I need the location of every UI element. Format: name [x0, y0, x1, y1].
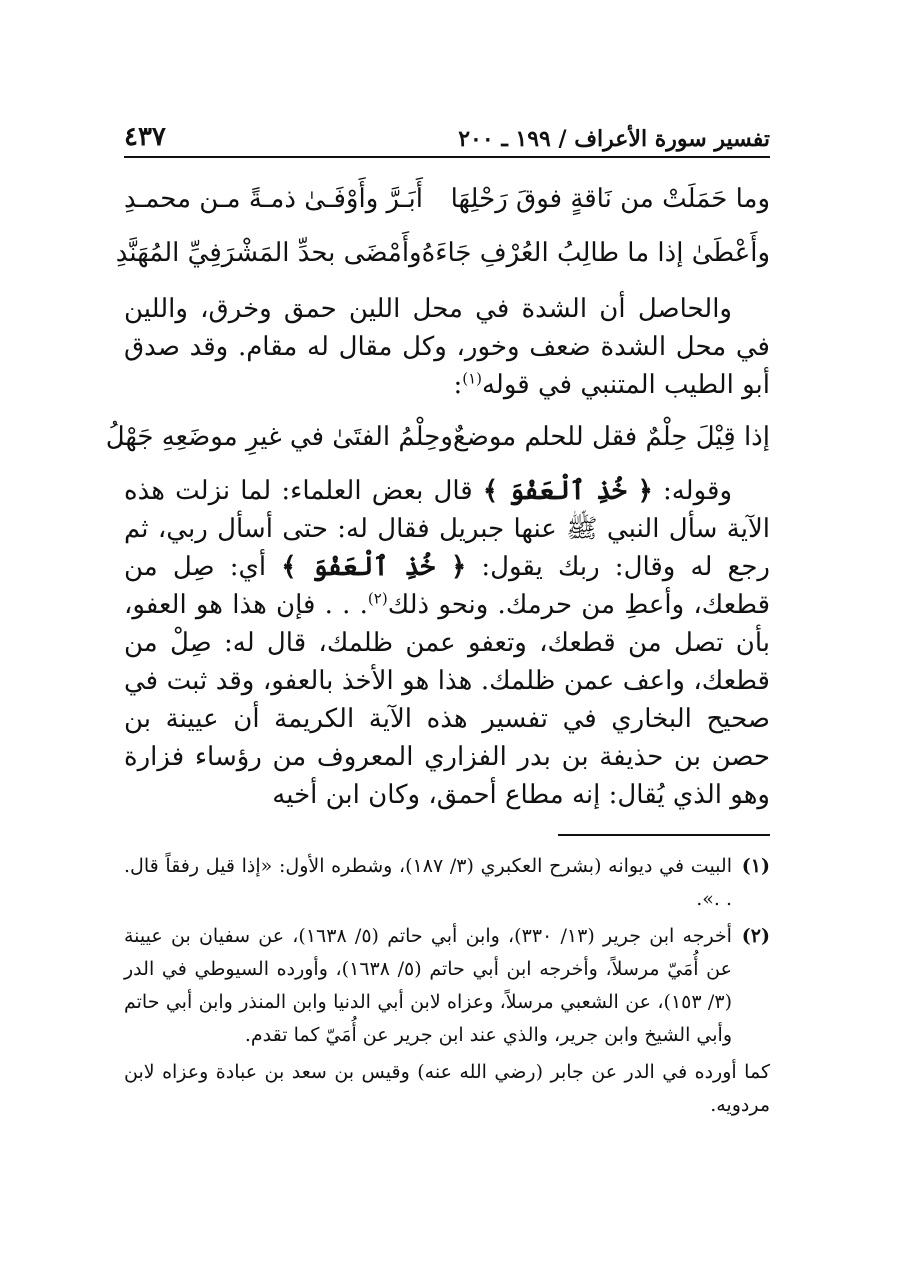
paragraph-text: وقوله: [652, 476, 732, 506]
verse-second-hemistich: وأَمْضَى بحدِّ المَشْرَفِيِّ المُهَنَّدِ [115, 238, 422, 268]
running-header [124, 108, 770, 158]
page-number: ٤٣٧ [124, 122, 166, 152]
running-title: تفسير سورة الأعراف / ١٩٩ ـ ٢٠٠ [458, 126, 770, 152]
verse-line [105, 410, 770, 464]
body-paragraph [124, 290, 770, 404]
paragraph-tail: : [453, 370, 463, 400]
footnote-continuation: كما أورده في الدر عن جابر (رضي الله عنه) وقيس بن سعد بن عبادة وعزاه لابن مردويه. [124, 1061, 770, 1116]
paragraph-text: والحاصل أن الشدة في محل اللين حمق وخرق، واللين في محل الشدة ضعف وخور، وكل مقال له مقام. وقد صدق أبو الطيب المتنبي في قوله [124, 294, 770, 400]
verse-line [115, 226, 770, 280]
footnote-reference[interactable]: (١) [462, 369, 482, 388]
footnote-item [124, 920, 770, 1052]
footnote-text: أخرجه ابن جرير (١٣/ ٣٣٠)، وابن أبي حاتم (٥/ ١٦٣٨)، عن سفيان بن عيينة عن أُمَيّ مرسلاً، وأخرجه ابن أبي حاتم (٥/ ١٦٣٨)، وأورده السيوطي في الدر (٣/ ١٥٣)، عن الشعبي مرسلاً، وعزاه لابن أبي الدنيا وابن المنذر وابن أبي حاتم وأبي الشيخ وابن جرير، والذي عند ابن جرير عن أُمَيّ كما تقدم. [124, 925, 732, 1046]
paragraph-text: قال بعض العلماء: لما نزلت هذه الآية سأل النبي ﷺ عنها جبريل فقال له: حتى أسأل ربي، ثم رجع له وقال: ربك يقول: [124, 476, 770, 582]
verse-second-hemistich: وحِلْمُ الفتَىٰ في غيرِ موضَعِهِ جَهْلُ [105, 422, 453, 452]
quran-quote: ﴿ خُذِ ٱلْعَفْوَ ﴾ [281, 552, 467, 582]
book-page [105, 108, 771, 1122]
verse-first-hemistich: وأَعْطَىٰ إذا ما طالِبُ العُرْفِ جَاءَهُ [421, 238, 770, 268]
body-paragraph [124, 472, 770, 814]
paragraph-text: أي: صِل من قطعك، وأعطِ من حرمك. ونحو ذلك [124, 552, 771, 620]
footnotes-section [124, 850, 770, 1122]
verse-first-hemistich: إذا قِيْلَ حِلْمٌ فقل للحلم موضعٌ [452, 422, 770, 452]
quran-quote: ﴿ خُذِ ٱلْعَفْوَ ﴾ [482, 476, 653, 506]
verse-first-hemistich: وما حَمَلَتْ من نَاقةٍ فوقَ رَحْلِهَا [450, 184, 770, 214]
poetry-block-middle [105, 410, 770, 464]
footnote-item [124, 850, 770, 916]
footnote-reference[interactable]: (٢) [367, 589, 388, 608]
verse-line [124, 172, 770, 226]
footnote-number: (٢) [741, 925, 770, 947]
verse-second-hemistich: أَبَـرَّ وأَوْفَـىٰ ذمـةً مـن محمـدِ [124, 184, 423, 214]
paragraph-text: . . . فإن هذا هو العفو، بأن تصل من قطعك، وتعفو عمن ظلمك، قال له: صِلْ من قطعك، واعف عمن ظلمك. هذا هو الأخذ بالعفو، وقد ثبت في صحيح البخاري في تفسير هذه الآية الكريمة أن عيينة بن حصن بن حذيفة بن بدر الفزاري المعروف من رؤساء فزارة وهو الذي يُقال: إنه مطاع أحمق، وكان ابن أخيه [124, 590, 770, 810]
footnote-separator [558, 834, 770, 836]
footnote-text: البيت في ديوانه (بشرح العكبري (٣/ ١٨٧)، وشطره الأول: «إذا قيل رفقاً قال. . .». [124, 855, 732, 910]
poetry-block-top [115, 172, 770, 280]
footnote-number: (١) [741, 855, 770, 877]
